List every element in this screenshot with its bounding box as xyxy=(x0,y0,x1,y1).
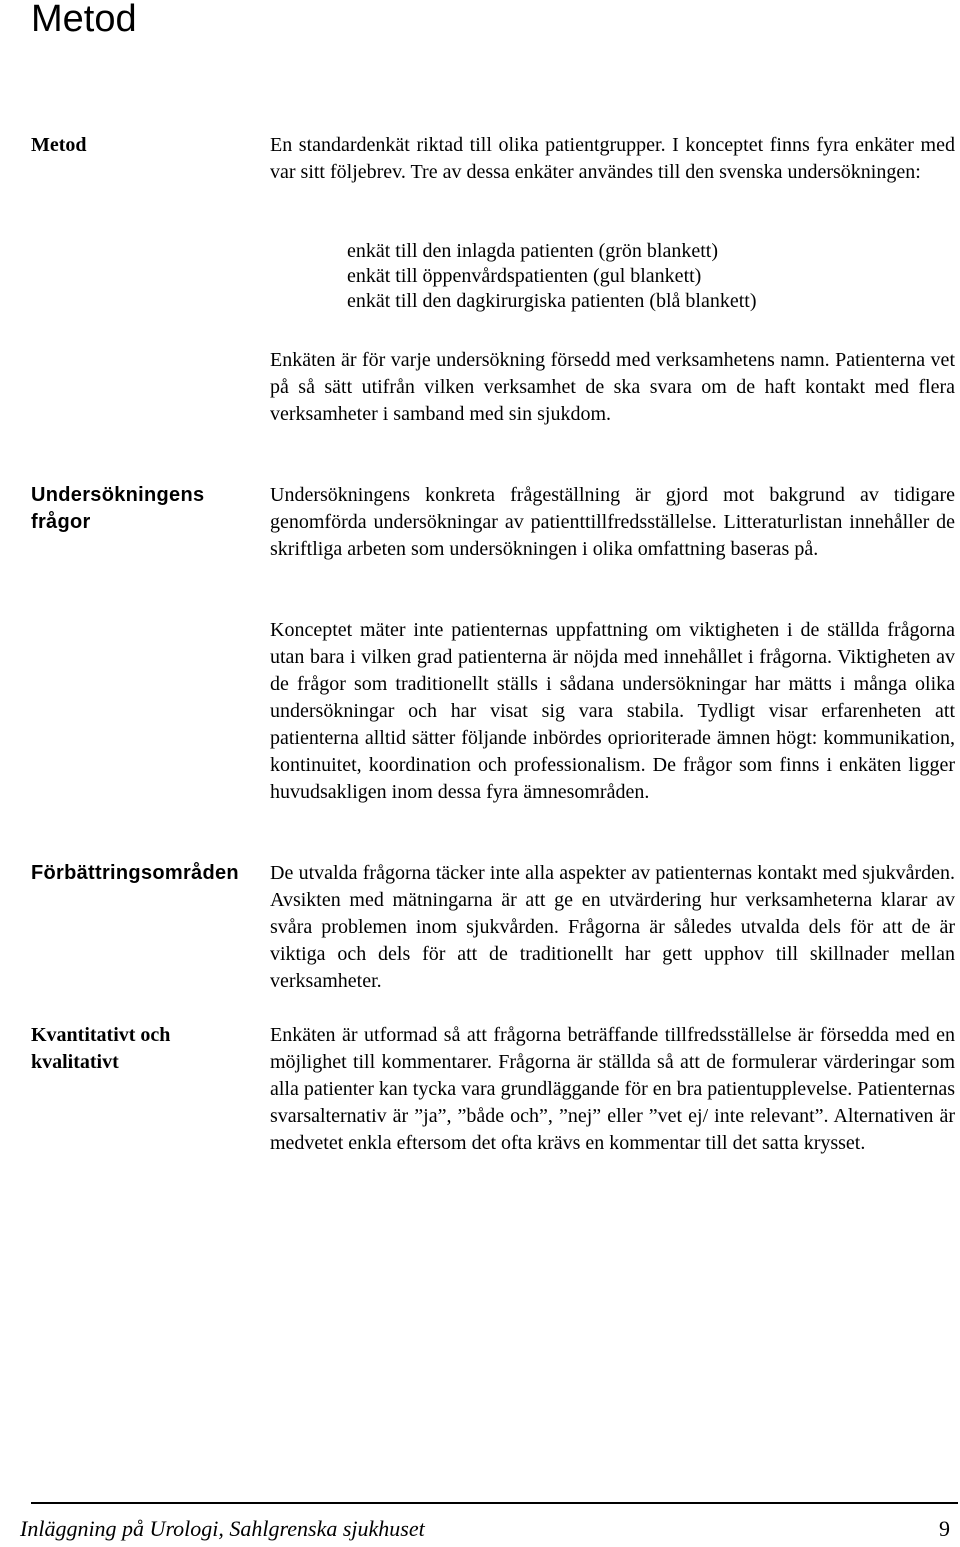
page-title: Metod xyxy=(31,0,137,40)
kvantitativt-paragraph xyxy=(270,1022,955,1157)
section-label-fragor xyxy=(31,482,204,536)
section-label-forbattring: Förbättringsområden xyxy=(31,862,239,884)
section-label-line: Kvantitativt och xyxy=(31,1024,171,1046)
metod-after-text: Enkäten är för varje undersökning försedd med verksamhetens namn. Patienterna vet på så sätt utifrån vilken verksamhet de ska svara om de haft kontakt med flera verksamheter i samband med sin sjukdom. xyxy=(270,349,955,425)
fragor-paragraph-1 xyxy=(270,482,955,563)
forbattring-paragraph xyxy=(270,860,955,995)
metod-intro xyxy=(270,132,955,186)
questionnaire-list xyxy=(347,239,757,314)
fragor-p2-text: Konceptet mäter inte patienternas uppfattning om viktigheten i de ställda frågorna utan bara i vilken grad patienterna är nöjda med innehållet i frågorna. Viktigheten av de frågor som traditionellt ställs i sådana undersökningar har mätts i många olika undersökningar och har visat sig vara stabila. Tydligt visar erfarenheten att patienterna alltid sätter följande inbördes oprioriterade ämnen högt: kommunikation, kontinuitet, koordination och professionalism. De frågor som finns i enkäten ligger huvudsakligen inom dessa fyra ämnesområden. xyxy=(270,619,955,803)
forbattring-text: De utvalda frågorna täcker inte alla aspekter av patienternas kontakt med sjukvården. Avsikten med mätningarna är att ge en utvärdering hur verksamheterna klarar av svåra problemen inom sjukvården. Frågorna är således utvalda dels för att de är viktiga och dels för att de traditionellt har gett upphov till skillnader mellan verksamheter. xyxy=(270,862,955,992)
fragor-paragraph-2 xyxy=(270,617,955,806)
kvantitativt-text: Enkäten är utformad så att frågorna beträffande tillfredsställelse är försedda med en möjlighet till kommentarer. Frågorna är ställda så att de formulerar värderingar som alla patienter kan tycka vara grundläggande för en bra patientupplevelse. Patienternas svarsalternativ är ”ja”, ”både och”, ”nej” eller ”vet ej/ inte relevant”. Alternativen är medvetet enkla eftersom det ofta krävs en kommentar till det satta krysset. xyxy=(270,1024,955,1154)
footer-text: Inläggning på Urologi, Sahlgrenska sjukhuset xyxy=(20,1516,425,1541)
section-label-kvantitativt xyxy=(31,1022,170,1076)
section-label-line: Undersökningens xyxy=(31,484,205,506)
section-label-line: frågor xyxy=(31,511,91,533)
metod-after xyxy=(270,347,955,428)
fragor-p1-text: Undersökningens konkreta frågeställning är gjord mot bakgrund av tidigare genomförda undersökningar av patienttillfredsställelse. Litteraturlistan innehåller de skriftliga arbeten som undersökningen i olika omfattning baseras på. xyxy=(270,484,955,560)
list-item: enkät till öppenvårdspatienten (gul blankett) xyxy=(347,265,702,287)
footer-rule xyxy=(31,1502,958,1504)
section-label-line: kvalitativt xyxy=(31,1051,119,1073)
page-number: 9 xyxy=(939,1516,950,1541)
list-item: enkät till den inlagda patienten (grön blankett) xyxy=(347,240,718,262)
list-item: enkät till den dagkirurgiska patienten (blå blankett) xyxy=(347,290,757,312)
section-label-metod: Metod xyxy=(31,134,87,156)
metod-intro-text: En standardenkät riktad till olika patientgrupper. I konceptet finns fyra enkäter med var sitt följebrev. Tre av dessa enkäter användes till den svenska undersökningen: xyxy=(270,134,955,183)
